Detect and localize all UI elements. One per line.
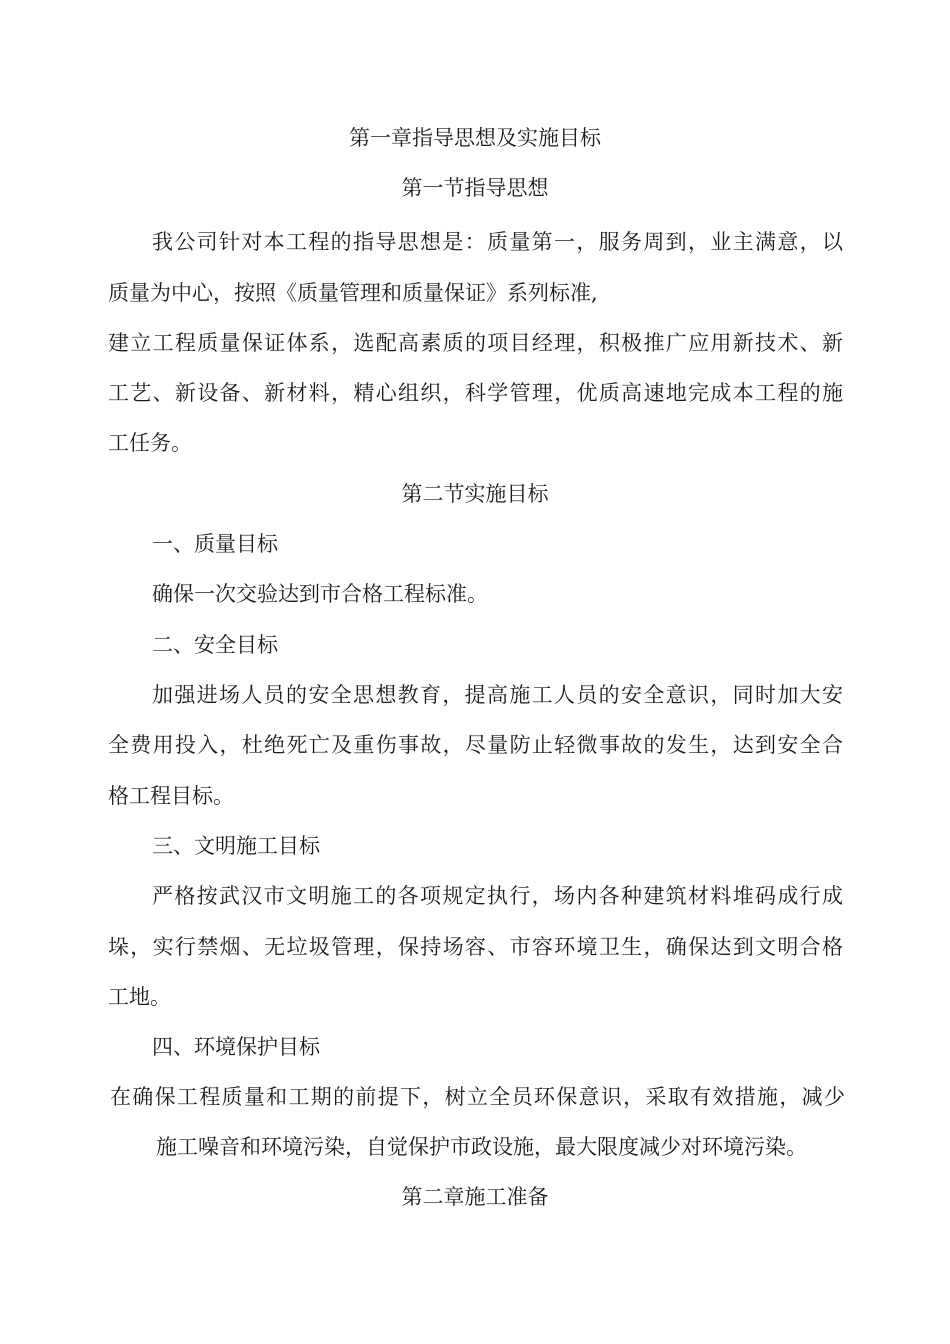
environment-goal-line-1: 在确保工程质量和工期的前提下，树立全员环保意识，采取有效措施，减少 — [110, 1085, 845, 1109]
safety-goal-line-1: 加强进场人员的安全思想教育，提高施工人员的安全意识，同时加大安 — [152, 683, 843, 707]
civilized-goal-heading: 三、文明施工目标 — [152, 834, 320, 858]
section-1-title: 第一节指导思想 — [401, 176, 549, 200]
civilized-goal-line-3: 工地。 — [108, 985, 171, 1009]
safety-goal-line-2: 全费用投入，杜绝死亡及重伤事故，尽量防止轻微事故的发生，达到安全合 — [108, 733, 843, 757]
guiding-paragraph-line-4: 工艺、新设备、新材料，精心组织，科学管理，优质高速地完成本工程的施 — [108, 381, 843, 405]
environment-goal-heading: 四、环境保护目标 — [152, 1035, 320, 1059]
guiding-paragraph-line-5: 工任务。 — [108, 431, 192, 455]
guiding-paragraph-line-3: 建立工程质量保证体系，选配高素质的项目经理，积极推广应用新技术、新 — [108, 331, 843, 355]
environment-goal-line-2: 施工噪音和环境污染，自觉保护市政设施，最大限度减少对环境污染。 — [156, 1135, 807, 1159]
guiding-paragraph-line-2: 质量为中心，按照《质量管理和质量保证》系列标准, — [108, 281, 598, 305]
civilized-goal-line-2: 垛，实行禁烟、无垃圾管理，保持场容、市容环境卫生，确保达到文明合格 — [108, 935, 843, 959]
chapter-2-title: 第二章施工准备 — [401, 1185, 549, 1209]
section-2-title: 第二节实施目标 — [401, 482, 549, 506]
quality-goal-heading: 一、质量目标 — [152, 532, 278, 556]
safety-goal-heading: 二、安全目标 — [152, 633, 278, 657]
quality-goal-line-1: 确保一次交验达到市合格工程标准。 — [152, 582, 488, 606]
chapter-1-title: 第一章指导思想及实施目标 — [349, 126, 601, 150]
safety-goal-line-3: 格工程目标。 — [108, 784, 234, 808]
guiding-paragraph-line-1: 我公司针对本工程的指导思想是：质量第一，服务周到，业主满意，以 — [152, 230, 843, 254]
civilized-goal-line-1: 严格按武汉市文明施工的各项规定执行，场内各种建筑材料堆码成行成 — [152, 884, 843, 908]
